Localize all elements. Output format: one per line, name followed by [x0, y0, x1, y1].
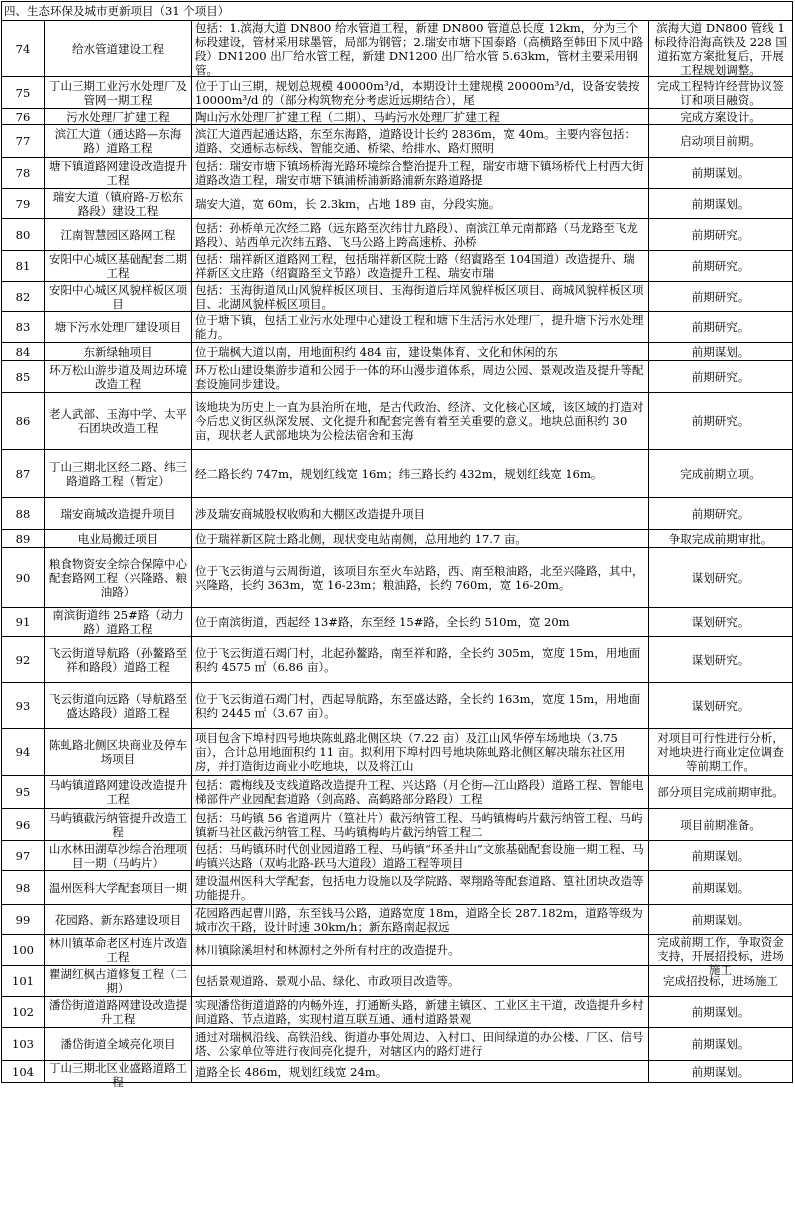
project-name: 丁山三期北区经二路、纬三路道路工程（暂定）: [45, 450, 192, 498]
project-name: 丁山三期工业污水处理厂及管网一期工程: [45, 77, 192, 109]
project-progress: 前期研究。: [649, 361, 793, 393]
table-row: [2, 871, 793, 905]
row-number: 104: [2, 1061, 45, 1083]
project-progress: 完成前期工作，争取资金支持，开展招投标，进场施工: [649, 935, 793, 966]
row-number: 89: [2, 530, 45, 548]
table-row: [2, 450, 793, 498]
project-progress: 完成前期立项。: [649, 450, 793, 498]
row-number: 83: [2, 312, 45, 343]
row-number: 92: [2, 637, 45, 683]
project-name: 环万松山游步道及周边环境改造工程: [45, 361, 192, 393]
project-content: 包括：瑞祥新区道路网工程，包括瑞祥新区院士路（绍賨路至 104国道）改造提升、瑞祥新区文庄路（绍賨路至文节路）改造提升工程、瑞安市瑞: [192, 251, 649, 282]
project-progress: 前期谋划。: [649, 871, 793, 905]
row-number: 101: [2, 966, 45, 997]
table-row: [2, 158, 793, 189]
project-content: 包括：马屿镇环时代创业园道路工程、马屿镇“环圣井山”文旅基础配套设施一期工程、马屿镇兴达路（双屿北路-跃马大道段）道路工程等项目: [192, 841, 649, 871]
table-row: [2, 361, 793, 393]
table-row: [2, 608, 793, 637]
project-name: 电业局搬迁项目: [45, 530, 192, 548]
table-row: [2, 935, 793, 966]
table-row: [2, 312, 793, 343]
table-row: [2, 77, 793, 109]
project-content: 经二路长约 747m，规划红线宽 16m；纬三路长约 432m，规划红线宽 16m。: [192, 450, 649, 498]
project-content: 位于丁山三期，规划总规模 40000m³/d，本期设计土建规模 20000m³/d，设备安装按 10000m³/d 的（部分构筑物充分考虑近远期结合），尾: [192, 77, 649, 109]
table-row: [2, 393, 793, 450]
project-name: 瑞安大道（镇府路-万松东路段）建设工程: [45, 189, 192, 219]
project-progress: 前期谋划。: [649, 343, 793, 361]
project-name: 马屿镇截污纳管提升改造工程: [45, 809, 192, 841]
row-number: 77: [2, 125, 45, 158]
project-name: 安阳中心城区风貌样板区项目: [45, 282, 192, 312]
project-name: 马屿镇道路网建设改造提升工程: [45, 776, 192, 809]
row-number: 75: [2, 77, 45, 109]
table-row: [2, 809, 793, 841]
row-number: 102: [2, 997, 45, 1028]
section-header-row: [2, 2, 793, 21]
table-row: [2, 683, 793, 729]
project-name: 塘下污水处理厂建设项目: [45, 312, 192, 343]
project-progress: 前期谋划。: [649, 997, 793, 1028]
row-number: 76: [2, 109, 45, 125]
project-progress: 前期谋划。: [649, 905, 793, 935]
project-content: 位于南滨街道，西起经 13#路，东至经 15#路，全长约 510m，宽 20m: [192, 608, 649, 637]
project-name: 山水林田湖草沙综合治理项目一期（马屿片）: [45, 841, 192, 871]
project-content: 位于瑞祥新区院士路北侧，现状变电站南侧，总用地约 17.7 亩。: [192, 530, 649, 548]
project-table: [1, 1, 793, 1089]
table-row: [2, 109, 793, 125]
project-progress: 争取完成前期审批。: [649, 530, 793, 548]
row-number: 99: [2, 905, 45, 935]
project-name: 江南智慧园区路网工程: [45, 219, 192, 251]
project-content: 环万松山建设集游步道和公园于一体的环山漫步道体系，周边公园、景观改造及提升等配套设施同步建设。: [192, 361, 649, 393]
project-content: 包括：玉海街道凤山风貌样板区项目、玉海街道后垟风貌样板区项目、商城风貌样板区项目、北湖风貌样板区项目。: [192, 282, 649, 312]
project-name: 塘下镇道路网建设改造提升工程: [45, 158, 192, 189]
project-content: 位于飞云街道石竭门村，西起导航路，东至盛达路，全长约 163m，宽度 15m，用地面积约 2445 ㎡（3.67 亩）。: [192, 683, 649, 729]
table-row: [2, 189, 793, 219]
row-number: 84: [2, 343, 45, 361]
project-progress: 前期谋划。: [649, 158, 793, 189]
table-row: [2, 548, 793, 608]
project-progress: 启动项目前期。: [649, 125, 793, 158]
row-number: 96: [2, 809, 45, 841]
table-row: [2, 530, 793, 548]
project-progress: 项目前期准备。: [649, 809, 793, 841]
project-content: 包括：马屿镇 56 省道两片（篁社片）截污纳管工程、马屿镇梅屿片截污纳管工程、马屿镇新马社区截污纳管工程、马屿镇梅屿片截污纳管工程二: [192, 809, 649, 841]
project-name: 花园路、新东路建设项目: [45, 905, 192, 935]
project-progress: 前期研究。: [649, 312, 793, 343]
project-content: 该地块为历史上一直为县治所在地，是古代政治、经济、文化核心区域，该区域的打造对今后忠义街区纵深发展、文化提升和配套完善有着至关重要的意义。地块总面积约 30 亩，现状老人武部地块为公检法宿舍和玉海: [192, 393, 649, 450]
project-name: 林川镇革命老区村连片改造工程: [45, 935, 192, 966]
project-content: 包括：瑞安市塘下镇场桥海光路环境综合整治提升工程，瑞安市塘下镇场桥代上村西大街道路改造工程，瑞安市塘下镇浦桥浦新路浦新东路道路提: [192, 158, 649, 189]
project-progress: 完成方案设计。: [649, 109, 793, 125]
row-number: 85: [2, 361, 45, 393]
project-content: 包括：孙桥单元次经二路（远东路至次纬廿九路段）、南滨江单元南都路（马龙路至飞龙路段）、站西单元次纬五路、飞马公路上跨高速桥、孙桥: [192, 219, 649, 251]
table-row: [2, 637, 793, 683]
project-name: 东新绿轴项目: [45, 343, 192, 361]
row-number: 88: [2, 498, 45, 530]
project-content: 位于瑞枫大道以南，用地面积约 484 亩，建设集体育、文化和休闲的东: [192, 343, 649, 361]
project-progress: 前期谋划。: [649, 1028, 793, 1061]
table-row: [2, 125, 793, 158]
row-number: 80: [2, 219, 45, 251]
table-row: [2, 251, 793, 282]
row-number: 100: [2, 935, 45, 966]
table-row: [2, 219, 793, 251]
project-progress: 部分项目完成前期审批。: [649, 776, 793, 809]
row-number: 90: [2, 548, 45, 608]
table-row: [2, 966, 793, 997]
project-progress: 谋划研究。: [649, 608, 793, 637]
row-number: 79: [2, 189, 45, 219]
row-number: 74: [2, 21, 45, 77]
project-progress: 谋划研究。: [649, 683, 793, 729]
project-name: 瞿湖红枫古道修复工程（二期）: [45, 966, 192, 997]
table-row: [2, 21, 793, 77]
project-progress: 前期谋划。: [649, 1061, 793, 1083]
project-progress: 前期研究。: [649, 393, 793, 450]
project-content: 瑞安大道，宽 60m，长 2.3km，占地 189 亩，分段实施。: [192, 189, 649, 219]
project-name: 粮食物资安全综合保障中心配套路网工程（兴隆路、粮油路）: [45, 548, 192, 608]
project-content: 包括景观道路、景观小品、绿化、市政项目改造等。: [192, 966, 649, 997]
project-progress: 谋划研究。: [649, 548, 793, 608]
project-name: 老人武部、玉海中学、太平石团块改造工程: [45, 393, 192, 450]
project-name: 飞云街道导航路（孙鳌路至祥和路段）道路工程: [45, 637, 192, 683]
project-progress: 前期谋划。: [649, 841, 793, 871]
project-progress: 对项目可行性进行分析，对地块进行商业定位调查等前期工作。: [649, 729, 793, 776]
project-content: 实现潘岱街道道路的内畅外连，打通断头路，新建主镇区、工业区主干道，改造提升乡村间道路、节点道路，实现村道互联互通、通村道路景观: [192, 997, 649, 1028]
project-name: 污水处理厂扩建工程: [45, 109, 192, 125]
project-content: 通过对瑞枫沿线、高铁沿线、街道办事处周边、入村口、田间绿道的办公楼、厂区、信号塔、公家单位等进行夜间亮化提升，对辖区内的路灯进行: [192, 1028, 649, 1061]
project-name: 瑞安商城改造提升项目: [45, 498, 192, 530]
row-number: 95: [2, 776, 45, 809]
project-name: 给水管道建设工程: [45, 21, 192, 77]
project-progress: 完成工程特许经营协议签订和项目融资。: [649, 77, 793, 109]
table-row: [2, 343, 793, 361]
section-title: 四、生态环保及城市更新项目（31 个项目）: [2, 2, 793, 21]
project-name: 温州医科大学配套项目一期: [45, 871, 192, 905]
table-row: [2, 282, 793, 312]
project-progress: 前期研究。: [649, 282, 793, 312]
project-progress: 前期研究。: [649, 219, 793, 251]
table-row: [2, 1061, 793, 1083]
project-name: 南滨街道纬 25#路（动力路）道路工程: [45, 608, 192, 637]
project-progress: 前期研究。: [649, 498, 793, 530]
project-name: 滨江大道（通达路—东海路）道路工程: [45, 125, 192, 158]
table-row: [2, 997, 793, 1028]
project-progress: 完成招投标，进场施工: [649, 966, 793, 997]
project-content: 位于塘下镇，包括工业污水处理中心建设工程和塘下生活污水处理厂，提升塘下污水处理能力。: [192, 312, 649, 343]
project-content: 项目包含下埠村四号地块陈虬路北侧区块（7.22 亩）及江山风华停车场地块（3.75 亩），合计总用地面积约 11 亩。拟利用下埠村四号地块陈虬路北侧区解决瑞东社区用房，并打造街边商业小吃地块，以及将江山: [192, 729, 649, 776]
row-number: 91: [2, 608, 45, 637]
row-number: 98: [2, 871, 45, 905]
project-content: 滨江大道西起通达路，东至东海路，道路设计长约 2836m，宽 40m。主要内容包括：道路、交通标志标线、智能交通、桥梁、给排水、路灯照明: [192, 125, 649, 158]
table-row: [2, 776, 793, 809]
project-content: 花园路西起曹川路，东至钱马公路，道路宽度 18m，道路全长 287.182m，道路等级为城市次干路，设计时速 30km/h；新东路南起叔远: [192, 905, 649, 935]
project-content: 建设温州医科大学配套，包括电力设施以及学院路、翠翔路等配套道路、篁社团块改造等功能提升。: [192, 871, 649, 905]
project-content: 涉及瑞安商城股权收购和大棚区改造提升项目: [192, 498, 649, 530]
project-progress: 滨海大道 DN800 管线 1 标段待沿海高铁及 228 国道拓宽方案批复后，开展工程规划调整。: [649, 21, 793, 77]
table-row: [2, 841, 793, 871]
project-content: 林川镇除溪坦村和林源村之外所有村庄的改造提升。: [192, 935, 649, 966]
row-number: 78: [2, 158, 45, 189]
project-name: 丁山三期北区业盛路道路工程: [45, 1061, 192, 1083]
project-content: 陶山污水处理厂扩建工程（二期）、马屿污水处理厂扩建工程: [192, 109, 649, 125]
table-row: [2, 905, 793, 935]
table-row: [2, 498, 793, 530]
row-number: 81: [2, 251, 45, 282]
project-progress: 前期研究。: [649, 251, 793, 282]
project-name: 飞云街道向远路（导航路至盛达路段）道路工程: [45, 683, 192, 729]
row-number: 93: [2, 683, 45, 729]
row-number: 87: [2, 450, 45, 498]
project-content: 包括：1.滨海大道 DN800 给水管道工程，新建 DN800 管道总长度 12km，分为三个标段建设，管材采用球墨管，局部为钢管；2.瑞安市塘下国泰路（高横路至韩田下凤中路段）DN1200 出厂给水管工程，新建 DN1200 出厂给水管 5.63km，管材主要采用钢管。: [192, 21, 649, 77]
project-content: 位于飞云街道石竭门村，北起孙鳌路，南至祥和路，全长约 305m，宽度 15m，用地面积约 4575 ㎡（6.86 亩）。: [192, 637, 649, 683]
project-name: 安阳中心城区基础配套二期工程: [45, 251, 192, 282]
project-name: 潘岱街道全域亮化项目: [45, 1028, 192, 1061]
project-name: 潘岱街道道路网建设改造提升工程: [45, 997, 192, 1028]
project-content: 位于飞云街道与云周街道，该项目东至火车站路，西、南至粮油路，北至兴隆路，其中，兴隆路，长约 363m，宽 16-23m；粮油路，长约 760m，宽 16-20m。: [192, 548, 649, 608]
project-progress: 谋划研究。: [649, 637, 793, 683]
project-name: 陈虬路北侧区块商业及停车场项目: [45, 729, 192, 776]
table-row: [2, 1028, 793, 1061]
row-number: 97: [2, 841, 45, 871]
row-number: 94: [2, 729, 45, 776]
row-number: 103: [2, 1028, 45, 1061]
row-number: 86: [2, 393, 45, 450]
project-content: 包括：霞梅线及支线道路改造提升工程、兴达路（月仑街—江山路段）道路工程、智能电梯部件产业园配套道路（剑高路、高鹤路部分路段）工程: [192, 776, 649, 809]
row-number: 82: [2, 282, 45, 312]
project-progress: 前期谋划。: [649, 189, 793, 219]
project-content: 道路全长 486m，规划红线宽 24m。: [192, 1061, 649, 1083]
table-row: [2, 729, 793, 776]
